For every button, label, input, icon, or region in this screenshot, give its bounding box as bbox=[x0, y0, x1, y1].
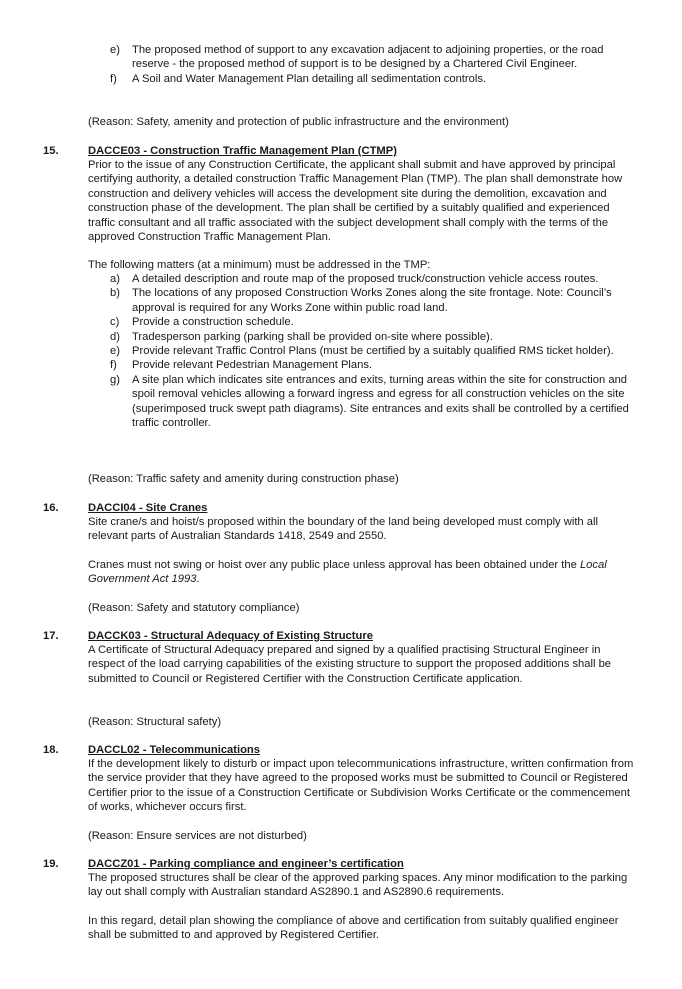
condition-number: 17. bbox=[43, 630, 59, 642]
condition-title: DACCK03 - Structural Adequacy of Existing Structure bbox=[88, 630, 373, 642]
list-item: c) Provide a construction schedule. bbox=[110, 316, 294, 329]
condition-body: If the development likely to disturb or impact upon telecommunications infrastructure, written confirmation from the service provider that they have agreed to the proposed works must be submitted to Council or Registered Certifier prior to the issue of a Construction Certificate or Subdivision Works Certificate or the commencement of works, whichever occurs first. bbox=[88, 758, 634, 814]
list-item: e) The proposed method of support to any excavation adjacent to adjoining properties, or the road reserve - the proposed method of support is to be designed by a Chartered Civil Engineer. bbox=[110, 44, 604, 71]
condition-body: A Certificate of Structural Adequacy prepared and signed by a qualified practising Structural Engineer in respect of the load carrying capabilities of the existing structure to support the proposed additions shall be submitted to Council or Registered Certifier with the Construction Certificate application. bbox=[88, 644, 612, 685]
act-name: Local Government Act 1993 bbox=[88, 559, 607, 586]
condition-title: DACCE03 - Construction Traffic Management Plan (CTMP) bbox=[88, 145, 397, 157]
condition-title: DACCZ01 - Parking compliance and engineer’s certification bbox=[88, 858, 404, 870]
list-item: a) A detailed description and route map of the proposed truck/construction vehicle access routes. bbox=[110, 273, 599, 285]
condition-body: The proposed structures shall be clear of the approved parking spaces. Any minor modification to the parking lay out shall comply with Australian standard AS2890.1 and AS2890.6 requirements. bbox=[88, 872, 628, 899]
list-item: e) Provide relevant Traffic Control Plans (must be certified by a suitably qualified RMS ticket holder). bbox=[110, 345, 614, 358]
condition-body: Cranes must not swing or hoist over any public place unless approval has been obtained under the Local Government Act 1993. bbox=[88, 559, 607, 586]
condition-number: 16. bbox=[43, 502, 59, 514]
condition-body: Site crane/s and hoist/s proposed within the boundary of the land being developed must comply with all relevant parts of Australian Standards 1418, 2549 and 2550. bbox=[88, 516, 598, 543]
list-item: g) A site plan which indicates site entrances and exits, turning areas within the site for construction and spoil removal vehicles allowing a forward ingress and egress for all construction vehicles on the site (superimposed truck swept path diagrams). Site entrances and exits shall be controlled by a certified traffic controller. bbox=[110, 373, 629, 430]
condition-title: DACCI04 - Site Cranes bbox=[88, 502, 208, 514]
reason-text: (Reason: Safety and statutory compliance) bbox=[88, 602, 300, 614]
tmp-matters-list bbox=[110, 272, 630, 430]
list-item: f) A Soil and Water Management Plan detailing all sedimentation controls. bbox=[110, 72, 487, 85]
condition-body: Prior to the issue of any Construction Certificate, the applicant shall submit and have approved by principal certifying authority, a detailed construction Traffic Management Plan (TMP). The plan shall demonstrate how construction and delivery vehicles will access the development site during the demolition, excavation and construction phase of the development. The plan shall be certified by a suitably qualified and experienced traffic consultant and all traffic associated with the subject development shall comply with the terms of the approved Construction Traffic Management Plan. bbox=[88, 159, 623, 244]
condition-title: DACCL02 - Telecommunications bbox=[88, 744, 260, 756]
reason-text: (Reason: Safety, amenity and protection of public infrastructure and the environment) bbox=[88, 116, 509, 128]
list-item: d) Tradesperson parking (parking shall be provided on-site where possible). bbox=[110, 330, 493, 343]
reason-text: (Reason: Traffic safety and amenity during construction phase) bbox=[88, 473, 399, 485]
condition-number: 19. bbox=[43, 858, 59, 870]
list-item: f) Provide relevant Pedestrian Management Plans. bbox=[110, 359, 373, 372]
list-item: b) The locations of any proposed Construction Works Zones along the site frontage. Note: Council’s approval is required for any Works Zone within public road land. bbox=[110, 287, 612, 314]
condition-body: In this regard, detail plan showing the compliance of above and certification from suitably qualified engineer shall be submitted to and approved by Registered Certifier. bbox=[88, 915, 619, 942]
reason-text: (Reason: Structural safety) bbox=[88, 716, 222, 728]
prior-condition-list bbox=[110, 43, 630, 86]
reason-text: (Reason: Ensure services are not disturbed) bbox=[88, 830, 307, 842]
condition-intro: The following matters (at a minimum) must be addressed in the TMP: bbox=[88, 259, 431, 271]
condition-number: 18. bbox=[43, 744, 59, 756]
condition-number: 15. bbox=[43, 145, 59, 157]
